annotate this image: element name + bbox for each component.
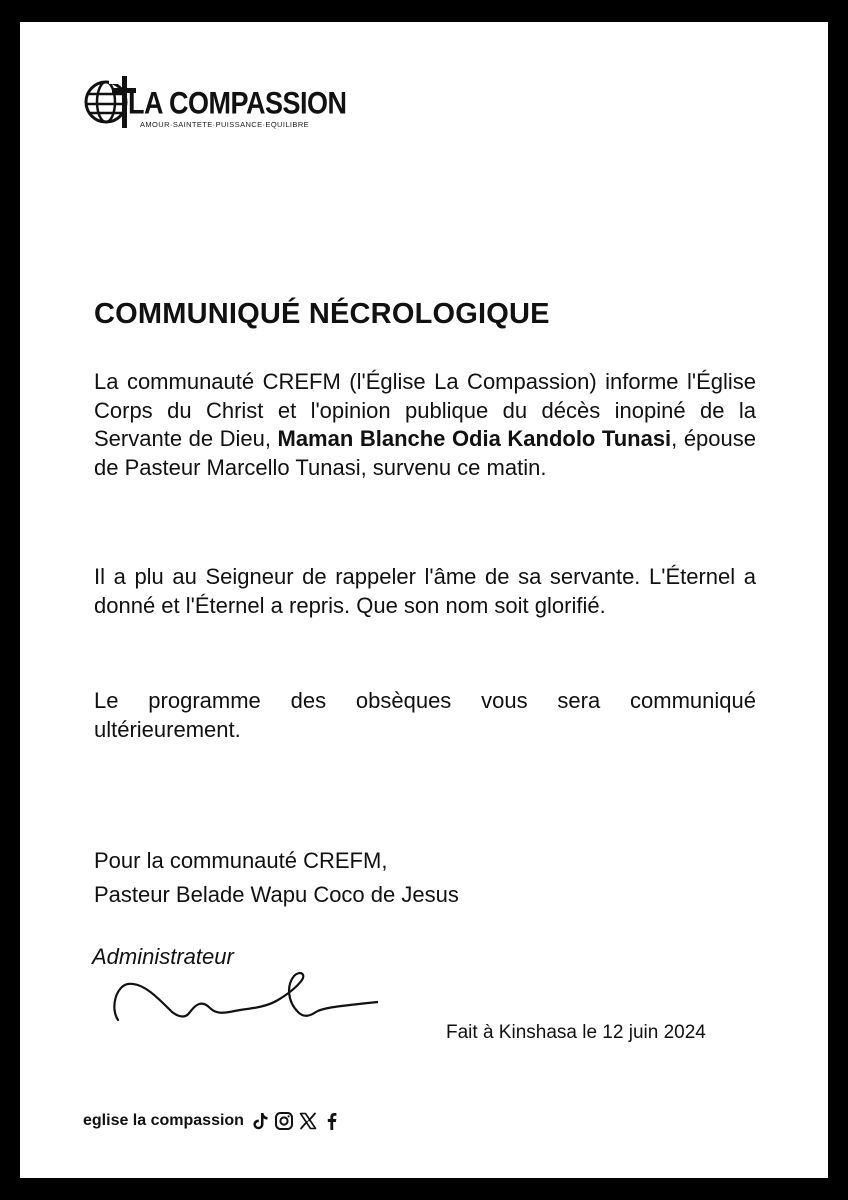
announcement-paragraph: [94, 368, 756, 482]
facebook-icon[interactable]: [322, 1111, 342, 1131]
x-icon[interactable]: [298, 1111, 318, 1131]
deceased-name: Maman Blanche Odia Kandolo Tunasi: [277, 426, 672, 451]
tiktok-icon[interactable]: [250, 1111, 270, 1131]
logo-name: LA COMPASSION: [128, 86, 347, 121]
church-logo: [82, 72, 347, 162]
signatory-name: Pasteur Belade Wapu Coco de Jesus: [94, 882, 459, 907]
document-title: COMMUNIQUÉ NÉCROLOGIQUE: [94, 298, 550, 330]
instagram-icon[interactable]: [274, 1111, 294, 1131]
paragraph-text-start: La communauté CREFM (l'Église La Compassion) informe l'Église Corps du Christ et l'opinion publique du décès inopiné de la Servante de Dieu,: [94, 369, 756, 451]
program-paragraph: Le programme des obsèques vous sera communiqué ultérieurement.: [94, 688, 756, 742]
signatory-line: Pour la communauté CREFM,: [94, 848, 388, 873]
faith-paragraph: Il a plu au Seigneur de rappeler l'âme de sa servante. L'Éternel a donné et l'Éternel a repris. Que son nom soit glorifié.: [94, 564, 756, 618]
logo-tagline: AMOUR·SAINTETE·PUISSANCE·EQUILIBRE: [140, 120, 310, 129]
signatory-role: Administrateur: [92, 944, 234, 969]
footer: [83, 1108, 346, 1134]
place-and-date: Fait à Kinshasa le 12 juin 2024: [446, 1022, 706, 1043]
paragraph-text-end: , épouse de Pasteur Marcello Tunasi, survenu ce matin.: [94, 426, 756, 480]
footer-name: eglise la compassion: [83, 1112, 244, 1129]
handwritten-signature: [88, 960, 378, 1030]
document-page: [20, 22, 828, 1178]
